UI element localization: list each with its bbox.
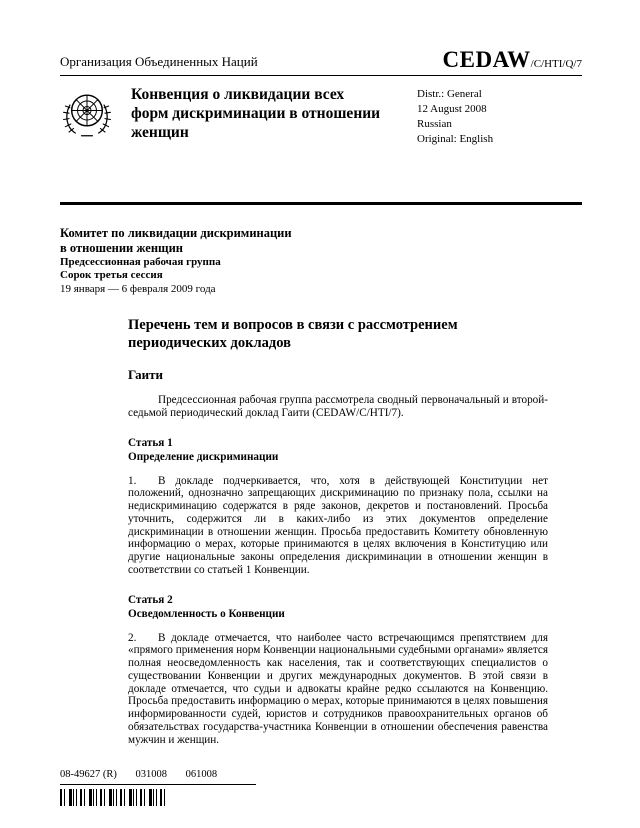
document-symbol bbox=[443, 48, 582, 71]
committee-block bbox=[60, 226, 582, 297]
article-1-heading: Статья 1 bbox=[128, 436, 173, 449]
paragraph-2 bbox=[128, 632, 548, 747]
session-dates: 19 января — 6 февраля 2009 года bbox=[60, 283, 216, 295]
document-header bbox=[60, 48, 582, 71]
article-2-topic: Осведомленность о Конвенции bbox=[128, 607, 285, 620]
document-symbol-main: CEDAW bbox=[442, 47, 531, 72]
distr-original: Original: English bbox=[417, 132, 494, 145]
paragraph-2-text: В докладе отмечается, что наиболее часто встречающимся препятствием для «прямого применения норм Конвенции национальными судебными органами» является полная неосведомленность как населения, так и соответствующих специалистов о существовании Конвенции и других международных документов. В этой связи в докладе отмечается, что судьи и адвокаты крайне редко ссылаются на Конвенцию. Просьба предоставить информацию о мерах, которые принимаются в целях повышения информированности судей, юристов и сотрудников правоохранительных органов об обязательствах государства-участника Конвенции в отношении обеспечения равенства мужчин и женщин. bbox=[128, 631, 548, 746]
article-2-heading: Статья 2 bbox=[128, 593, 173, 606]
footer-reference bbox=[60, 769, 256, 781]
committee-name-line1: Комитет по ликвидации дискриминации bbox=[60, 226, 292, 240]
un-org-name: Организация Объединенных Наций bbox=[60, 53, 258, 69]
barcode bbox=[60, 789, 168, 806]
article-1-topic: Определение дискриминации bbox=[128, 450, 279, 463]
masthead bbox=[60, 85, 582, 202]
paragraph-1 bbox=[128, 475, 548, 577]
footer-rule bbox=[60, 784, 256, 785]
committee-name-line2: в отношении женщин bbox=[60, 240, 183, 255]
document-body bbox=[128, 316, 548, 747]
paragraph-2-number: 2. bbox=[128, 631, 137, 644]
distribution-block bbox=[417, 85, 582, 202]
working-group-title: Предсессионная рабочая группа bbox=[60, 255, 221, 268]
footer-code-1: 031008 bbox=[135, 769, 167, 781]
intro-paragraph: Предсессионная рабочая группа рассмотрела сводный первоначальный и второй-седьмой периодический доклад Гаити (CEDAW/C/HTI/7). bbox=[128, 394, 548, 419]
country-heading: Гаити bbox=[128, 367, 163, 382]
footer-code-2: 061008 bbox=[185, 769, 218, 781]
header-rule bbox=[60, 75, 582, 76]
convention-title: Конвенция о ликвидации всех форм дискриминации в отношении женщин bbox=[131, 86, 381, 142]
distr-line: Distr.: General bbox=[417, 88, 482, 100]
un-emblem-icon bbox=[60, 88, 114, 142]
paragraph-1-number: 1. bbox=[128, 474, 137, 487]
footer-doc-number: 08-49627 (R) bbox=[60, 769, 117, 781]
session-title: Сорок третья сессия bbox=[60, 269, 163, 282]
masthead-rule bbox=[60, 202, 582, 205]
distr-language: Russian bbox=[417, 117, 452, 130]
paragraph-1-text: В докладе подчеркивается, что, хотя в действующей Конституции нет положений, однозначно запрещающих дискриминацию по признаку пола, ссылки на недискриминацию содержатся в ряде законов, декретов и постановлений. Просьба уточнить, содержится ли в каких-либо из этих документов определение дискриминации в отношении женщин. Просьба предоставить Комитету обновленную информацию о мерах, которые принимаются в целях включения в Конституцию или другие национальные законы определения дискриминации в отношении женщин в соответствии со статьей 1 Конвенции. bbox=[128, 474, 548, 576]
document-title: Перечень тем и вопросов в связи с рассмотрением периодических докладов bbox=[128, 316, 458, 351]
document-footer bbox=[60, 769, 256, 806]
distr-date: 12 August 2008 bbox=[417, 102, 487, 115]
document-symbol-suffix: /C/HTI/Q/7 bbox=[530, 58, 582, 70]
